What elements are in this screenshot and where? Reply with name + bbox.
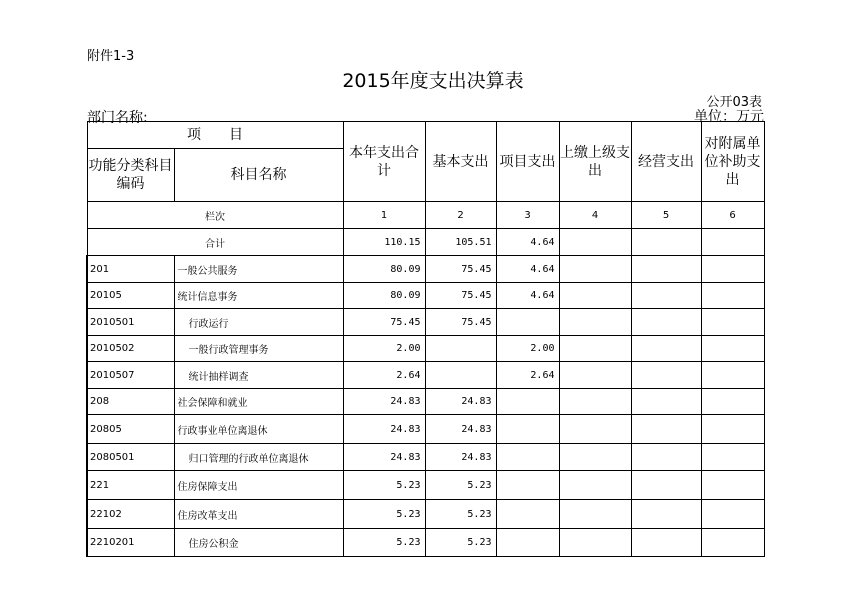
amount-cell — [701, 444, 764, 471]
amount-cell — [496, 500, 559, 529]
form-number: 公开03表 — [706, 95, 762, 110]
data-rows — [87, 256, 764, 557]
subject-name-cell: 住房公积金 — [174, 529, 343, 557]
amount-cell — [496, 415, 559, 444]
table-row — [87, 389, 764, 415]
amount-cell — [701, 529, 764, 557]
amount-cell: 75.45 — [425, 309, 496, 336]
subject-name-cell: 社会保障和就业 — [174, 389, 343, 415]
total-row — [87, 229, 764, 256]
column-index-cell: 6 — [701, 202, 764, 229]
item-group-header: 项 目 — [87, 122, 343, 149]
subject-name-cell: 住房改革支出 — [174, 500, 343, 529]
amount-cell — [496, 529, 559, 557]
function-code-cell: 2010507 — [87, 362, 174, 389]
table-row — [87, 500, 764, 529]
amount-cell — [701, 336, 764, 362]
column-index-row — [87, 202, 764, 229]
amount-cell: 5.23 — [425, 471, 496, 500]
subject-name-header: 科目名称 — [174, 149, 343, 202]
amount-cell: 24.83 — [343, 389, 425, 415]
amount-cell: 5.23 — [425, 500, 496, 529]
total-cell: 110.15 — [343, 229, 425, 256]
amount-cell: 2.00 — [496, 336, 559, 362]
amount-cell: 24.83 — [343, 444, 425, 471]
amount-cell — [701, 309, 764, 336]
function-code-cell: 2010501 — [87, 309, 174, 336]
function-code-cell: 201 — [87, 256, 174, 283]
amount-cell: 2.00 — [343, 336, 425, 362]
column-index-cell: 5 — [631, 202, 701, 229]
column-index-cell: 4 — [559, 202, 631, 229]
table-row — [87, 415, 764, 444]
total-cell — [559, 229, 631, 256]
amount-cell: 24.83 — [425, 444, 496, 471]
amount-cell: 2.64 — [343, 362, 425, 389]
subject-name-cell: 住房保障支出 — [174, 471, 343, 500]
amount-cell — [559, 309, 631, 336]
amount-cell — [631, 336, 701, 362]
table-row — [87, 471, 764, 500]
amount-cell — [631, 471, 701, 500]
amount-cell — [559, 415, 631, 444]
amount-cell — [631, 500, 701, 529]
department-label: 部门名称: — [87, 110, 148, 126]
amount-cell: 5.23 — [425, 529, 496, 557]
amount-cell — [559, 529, 631, 557]
subject-name-cell: 归口管理的行政单位离退休 — [174, 444, 343, 471]
column-index-label: 栏次 — [87, 202, 343, 229]
amount-cell — [559, 362, 631, 389]
function-code-cell: 2210201 — [87, 529, 174, 557]
total-label: 合计 — [87, 229, 343, 256]
amount-cell — [701, 389, 764, 415]
amount-cell — [701, 256, 764, 283]
total-cell: 4.64 — [496, 229, 559, 256]
upper-level-header: 上缴上级支出 — [559, 122, 631, 202]
subject-name-cell: 行政事业单位离退休 — [174, 415, 343, 444]
amount-cell — [631, 283, 701, 309]
amount-cell — [496, 389, 559, 415]
amount-cell — [701, 283, 764, 309]
amount-cell — [496, 444, 559, 471]
function-code-cell: 20105 — [87, 283, 174, 309]
function-code-cell: 2010502 — [87, 336, 174, 362]
function-code-cell: 221 — [87, 471, 174, 500]
column-index-cell: 2 — [425, 202, 496, 229]
amount-cell: 5.23 — [343, 500, 425, 529]
amount-cell — [496, 309, 559, 336]
amount-cell: 80.09 — [343, 283, 425, 309]
amount-cell — [559, 336, 631, 362]
amount-cell — [701, 415, 764, 444]
function-code-cell: 2080501 — [87, 444, 174, 471]
subject-name-cell: 统计信息事务 — [174, 283, 343, 309]
amount-cell: 75.45 — [425, 283, 496, 309]
function-code-cell: 208 — [87, 389, 174, 415]
basic-expenditure-header: 基本支出 — [425, 122, 496, 202]
amount-cell: 2.64 — [496, 362, 559, 389]
amount-cell: 24.83 — [425, 389, 496, 415]
table-row — [87, 283, 764, 309]
table-row — [87, 362, 764, 389]
table-row — [87, 529, 764, 557]
amount-cell — [631, 309, 701, 336]
attachment-label: 附件1-3 — [87, 49, 135, 64]
report-title: 2015年度支出决算表 — [342, 70, 524, 92]
amount-cell — [631, 256, 701, 283]
amount-cell: 80.09 — [343, 256, 425, 283]
amount-cell — [559, 500, 631, 529]
amount-cell: 75.45 — [343, 309, 425, 336]
amount-cell: 24.83 — [425, 415, 496, 444]
column-index-cell: 1 — [343, 202, 425, 229]
amount-cell — [631, 529, 701, 557]
amount-cell — [559, 471, 631, 500]
business-expenditure-header: 经营支出 — [631, 122, 701, 202]
amount-cell — [425, 362, 496, 389]
amount-cell — [631, 415, 701, 444]
amount-cell — [496, 471, 559, 500]
subject-name-cell: 统计抽样调查 — [174, 362, 343, 389]
project-expenditure-header: 项目支出 — [496, 122, 559, 202]
expenditure-table — [86, 121, 765, 557]
amount-cell — [559, 283, 631, 309]
table-row — [87, 309, 764, 336]
total-cell — [701, 229, 764, 256]
amount-cell — [631, 444, 701, 471]
table-row — [87, 444, 764, 471]
total-cell: 105.51 — [425, 229, 496, 256]
amount-cell — [701, 471, 764, 500]
amount-cell — [701, 500, 764, 529]
function-code-cell: 22102 — [87, 500, 174, 529]
amount-cell — [631, 362, 701, 389]
subject-name-cell: 一般行政管理事务 — [174, 336, 343, 362]
total-expenditure-header: 本年支出合计 — [343, 122, 425, 202]
total-cell — [631, 229, 701, 256]
amount-cell: 4.64 — [496, 256, 559, 283]
amount-cell — [631, 389, 701, 415]
amount-cell: 4.64 — [496, 283, 559, 309]
subject-name-cell: 行政运行 — [174, 309, 343, 336]
function-code-cell: 20805 — [87, 415, 174, 444]
amount-cell: 5.23 — [343, 471, 425, 500]
function-code-header: 功能分类科目编码 — [87, 149, 174, 202]
amount-cell: 75.45 — [425, 256, 496, 283]
subsidy-header: 对附属单位补助支出 — [701, 122, 764, 202]
table-row — [87, 336, 764, 362]
amount-cell — [559, 389, 631, 415]
amount-cell — [559, 444, 631, 471]
subject-name-cell: 一般公共服务 — [174, 256, 343, 283]
amount-cell — [425, 336, 496, 362]
amount-cell — [701, 362, 764, 389]
table-row — [87, 256, 764, 283]
amount-cell — [559, 256, 631, 283]
column-index-cell: 3 — [496, 202, 559, 229]
unit-label: 单位：万元 — [694, 109, 764, 125]
amount-cell: 5.23 — [343, 529, 425, 557]
amount-cell: 24.83 — [343, 415, 425, 444]
